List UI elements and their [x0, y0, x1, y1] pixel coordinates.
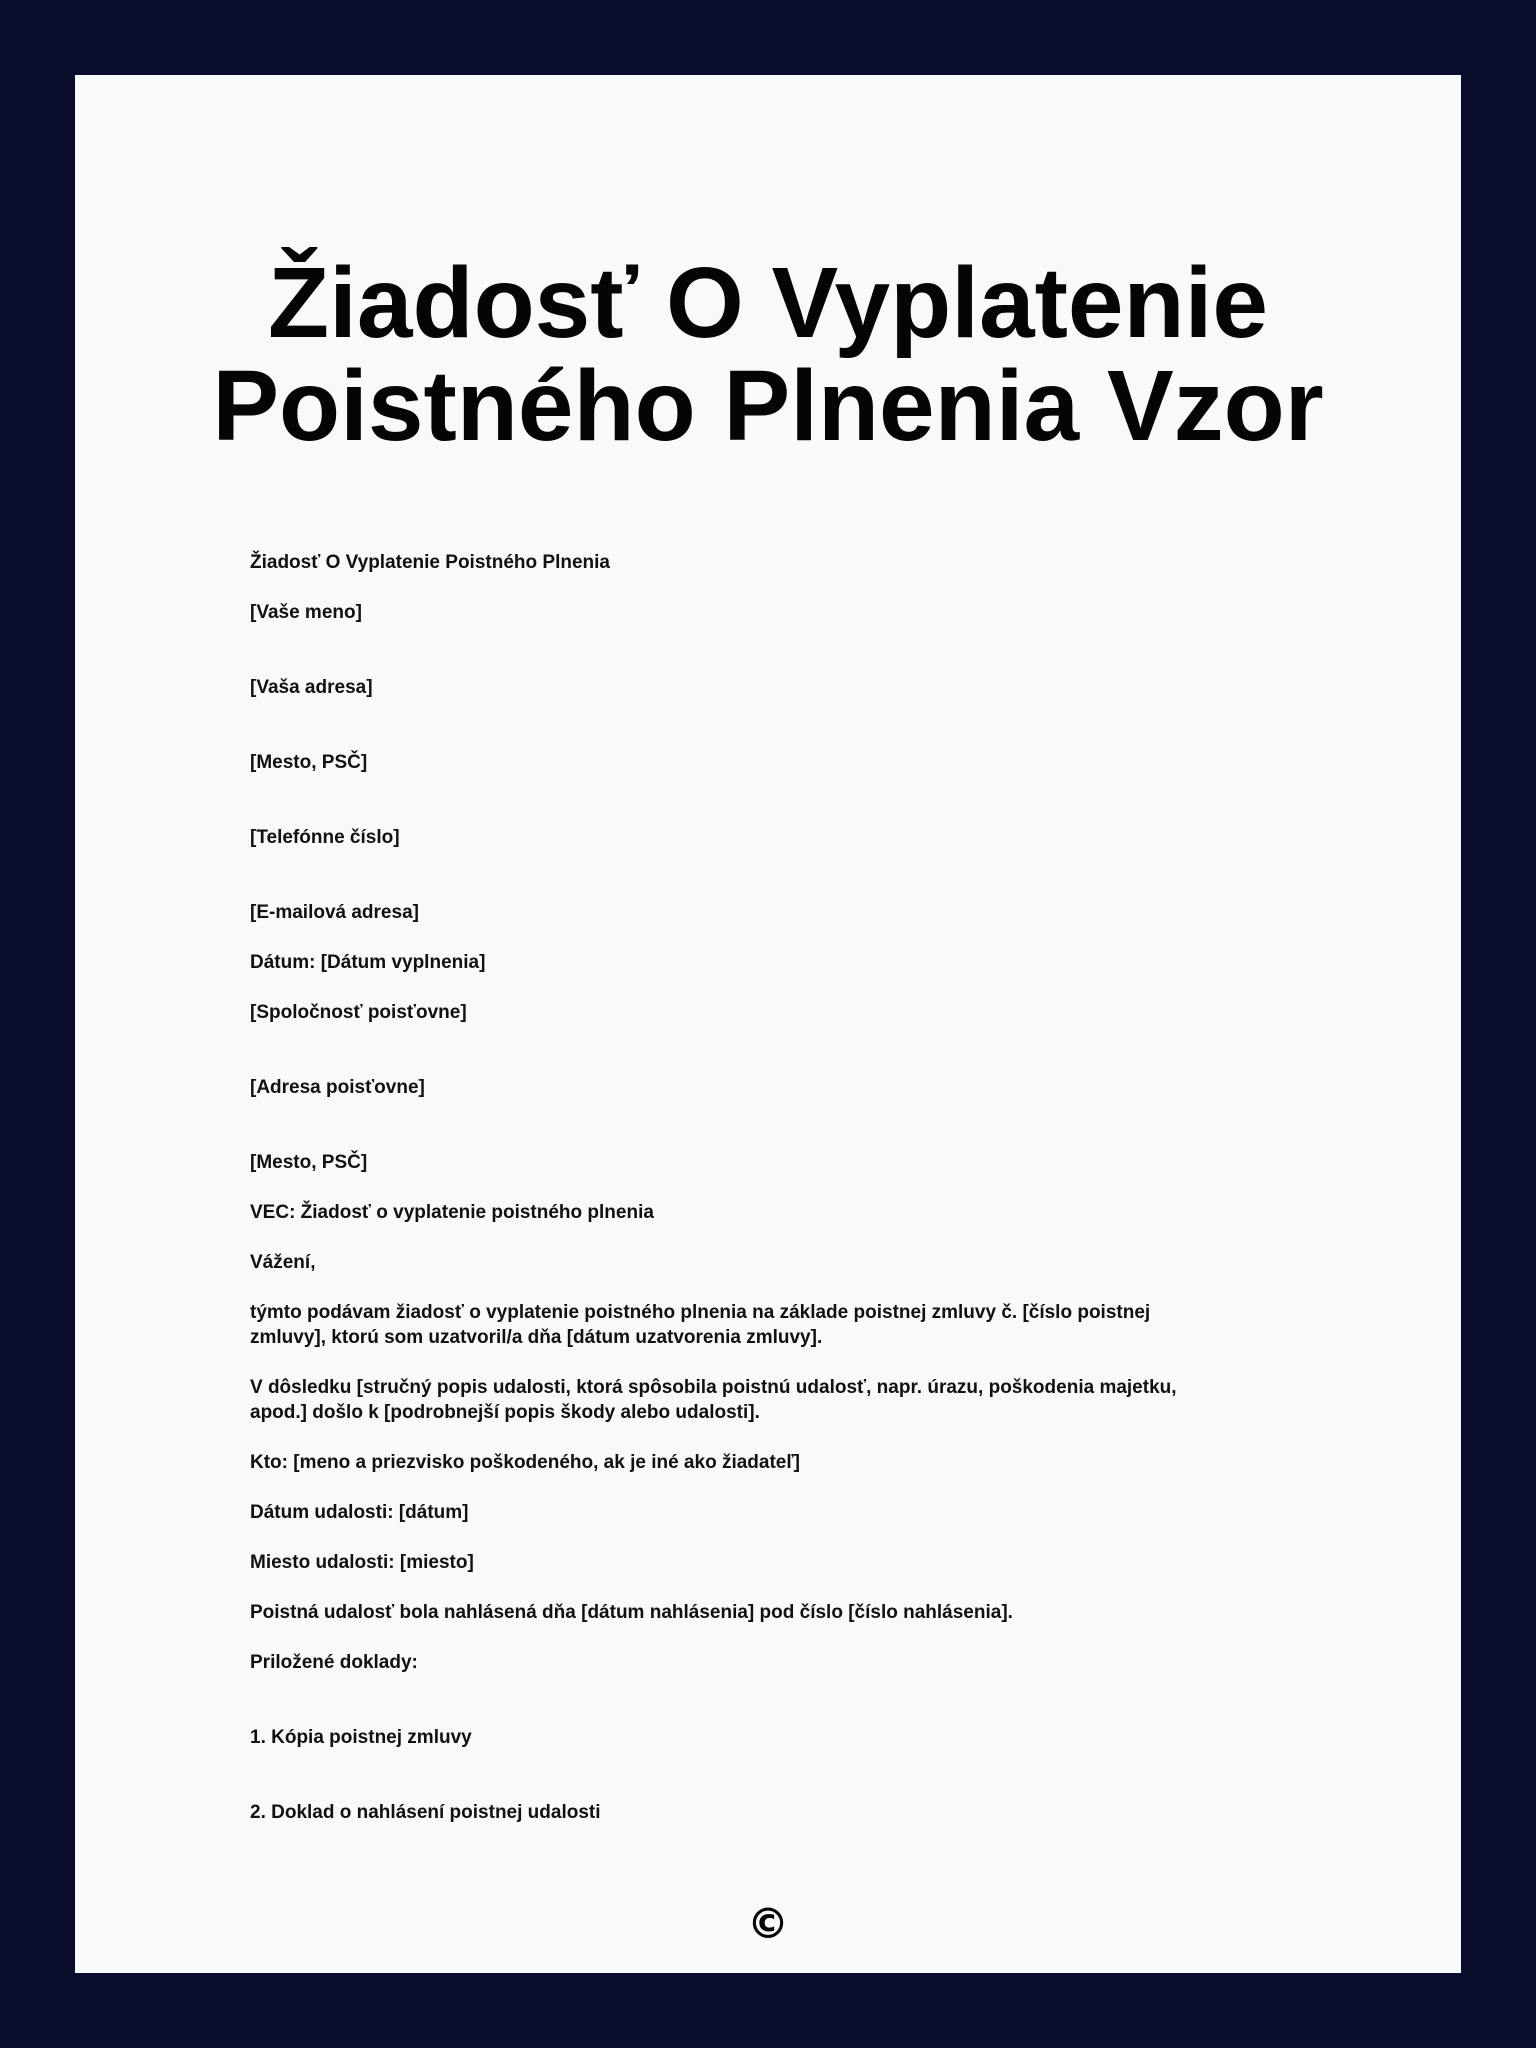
attachment-item: 2. Doklad o nahlásení poistnej udalosti [250, 1802, 601, 1823]
detail-report: Poistná udalosť bola nahlásená dňa [dátum nahlásenia] pod číslo [číslo nahlásenia]. [250, 1602, 1013, 1623]
title-line-2: Poistného Plnenia Vzor [212, 350, 1324, 462]
insurer-city: [Mesto, PSČ] [250, 1152, 368, 1173]
detail-place: Miesto udalosti: [miesto] [250, 1552, 474, 1573]
detail-date: Dátum udalosti: [dátum] [250, 1502, 469, 1523]
sender-email: [E-mailová adresa] [250, 902, 419, 923]
date-line: Dátum: [Dátum vyplnenia] [250, 952, 486, 973]
insurer-address: [Adresa poisťovne] [250, 1077, 425, 1098]
subject-line: VEC: Žiadosť o vyplatenie poistného plnenia [250, 1202, 654, 1223]
salutation: Vážení, [250, 1252, 316, 1273]
detail-who: Kto: [meno a priezvisko poškodeného, ak je iné ako žiadateľ] [250, 1452, 801, 1473]
title-line-1: Žiadosť O Vyplatenie [268, 247, 1268, 359]
copyright-icon: © [747, 1899, 789, 1948]
paragraph-event-line-2: apod.] došlo k [podrobnejší popis škody alebo udalosti]. [250, 1402, 760, 1423]
sender-address: [Vaša adresa] [250, 677, 373, 698]
sender-city: [Mesto, PSČ] [250, 752, 368, 773]
document-page [75, 75, 1461, 1973]
insurer-company: [Spoločnosť poisťovne] [250, 1002, 467, 1023]
sender-name: [Vaše meno] [250, 602, 362, 623]
paragraph-request-line-1: týmto podávam žiadosť o vyplatenie poistného plnenia na základe poistnej zmluvy č. [číslo poistnej [250, 1302, 1151, 1323]
paragraph-request-line-2: zmluvy], ktorú som uzatvoril/a dňa [dátum uzatvorenia zmluvy]. [250, 1327, 823, 1348]
attachment-item: 1. Kópia poistnej zmluvy [250, 1727, 472, 1748]
sender-phone: [Telefónne číslo] [250, 827, 400, 848]
page-title [75, 247, 1461, 462]
paragraph-event-line-1: V dôsledku [stručný popis udalosti, ktorá spôsobila poistnú udalosť, napr. úrazu, poškodenia majetku, [250, 1377, 1177, 1398]
letter-heading: Žiadosť O Vyplatenie Poistného Plnenia [250, 552, 610, 573]
attachments-heading: Priložené doklady: [250, 1652, 418, 1673]
